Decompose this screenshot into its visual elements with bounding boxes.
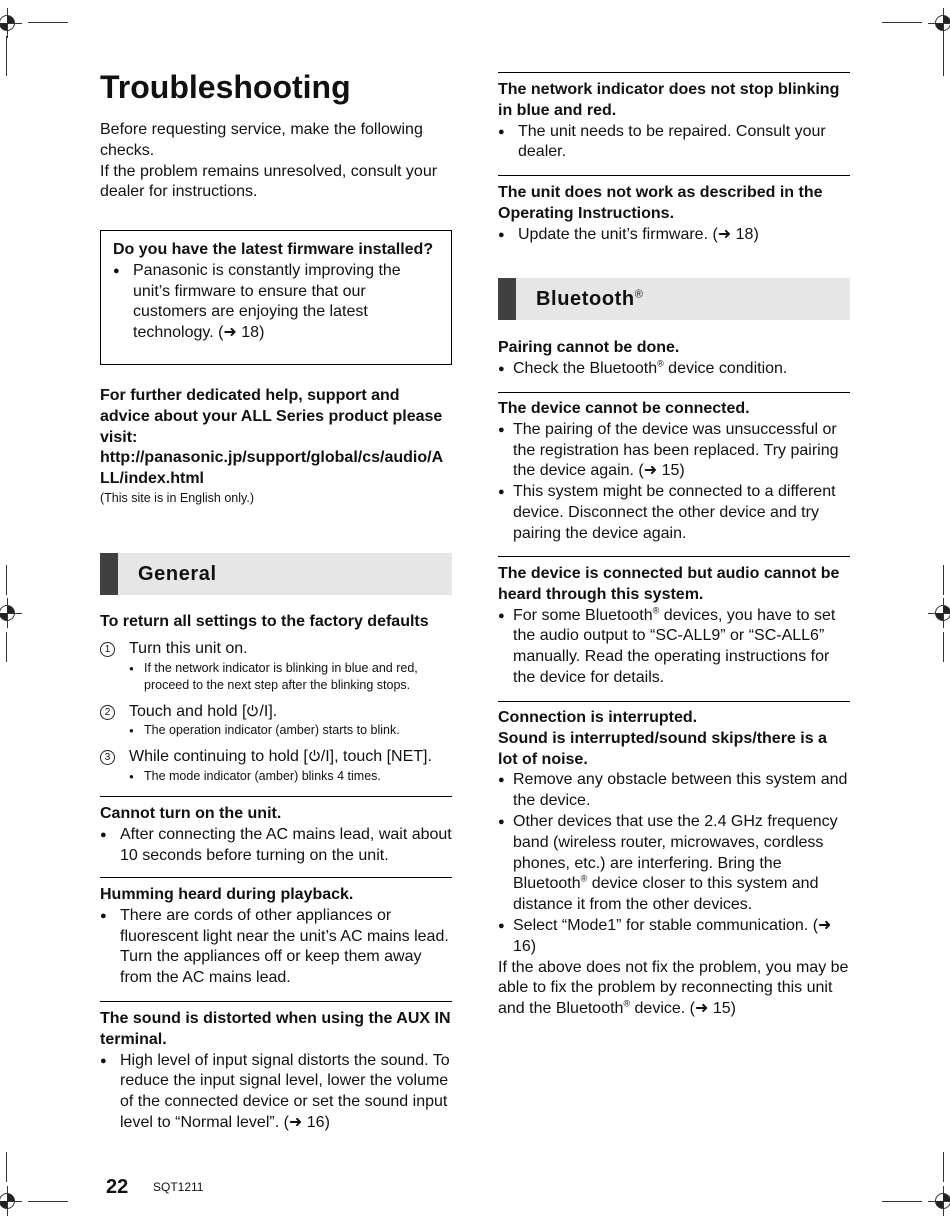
issue-bullet: ● For some Bluetooth® devices, you have to set the audio output to “SC-ALL9” or “SC-ALL6” manually. Read the operating instructions for the device for details. (498, 606, 850, 689)
issue-aux-distortion (100, 1009, 452, 1134)
section-header-bar (100, 553, 118, 595)
support-info (100, 386, 452, 507)
issue-heading: Connection is interrupted. (498, 709, 698, 726)
crop-line (6, 1152, 7, 1182)
registration-mark-top-right (928, 8, 950, 38)
registration-mark-mid-right (928, 598, 950, 628)
step-number: 1 (100, 642, 115, 657)
intro-line-1: Before requesting service, make the following checks. (100, 121, 423, 159)
power-icon (246, 704, 259, 717)
issue-heading: The sound is distorted when using the AUX IN terminal. (100, 1010, 451, 1048)
step-text: Touch and hold [ /I]. (129, 702, 278, 720)
issue-bullet: ● The unit needs to be repaired. Consult your dealer. (498, 122, 850, 164)
divider (498, 175, 850, 176)
issue-bullet: ● Remove any obstacle between this system and the device. (498, 770, 850, 812)
firmware-notice-box (100, 230, 452, 365)
issue-cannot-turn-on (100, 804, 452, 866)
issue-bullet: ● The pairing of the device was unsuccessful or the registration has been replaced. Try pairing the device again. (➜ 15) (498, 420, 850, 482)
divider (100, 1001, 452, 1002)
registration-mark-top-left (0, 8, 22, 38)
factory-reset-heading: To return all settings to the factory defaults (100, 613, 429, 630)
document-code: SQT1211 (153, 1180, 204, 1194)
issue-bullet: ● After connecting the AC mains lead, wait about 10 seconds before turning on the unit. (100, 825, 452, 867)
registration-mark-mid-left (0, 598, 22, 628)
factory-reset-section (100, 612, 452, 785)
step-number: 2 (100, 705, 115, 720)
divider (498, 556, 850, 557)
issue-heading: The device is connected but audio cannot be heard through this system. (498, 565, 840, 603)
intro-line-2: If the problem remains unresolved, consult your dealer for instructions. (100, 162, 438, 201)
step-1 (100, 639, 452, 695)
step-number: 3 (100, 750, 115, 765)
section-header-general (100, 553, 452, 595)
page-title: Troubleshooting (100, 69, 351, 105)
issue-no-audio (498, 564, 850, 689)
section-header-bar (498, 278, 516, 320)
crop-line (943, 565, 944, 595)
page-number: 22 (106, 1176, 129, 1198)
divider (498, 701, 850, 702)
registration-mark-bottom-right (928, 1186, 950, 1216)
issue-heading: Cannot turn on the unit. (100, 805, 282, 822)
issue-heading: The unit does not work as described in the Operating Instructions. (498, 184, 823, 222)
divider (100, 796, 452, 797)
issue-bullet: ● Check the Bluetooth® device condition. (498, 359, 850, 380)
crop-line (6, 632, 7, 662)
intro (100, 120, 452, 203)
divider (100, 877, 452, 878)
crop-line (882, 22, 922, 23)
power-icon (308, 749, 321, 762)
issue-heading: Pairing cannot be done. (498, 339, 680, 356)
crop-line (28, 22, 68, 23)
firmware-notice-heading: Do you have the latest firmware installed? (113, 241, 434, 258)
issue-bullet: ● Other devices that use the 2.4 GHz frequency band (wireless router, microwaves, cordless phones, etc.) are interfering. Bring the Bluetooth® device closer to this system and distance it from the other devices. (498, 812, 850, 916)
step-note: ● The mode indicator (amber) blinks 4 times. (129, 768, 452, 786)
support-url[interactable]: http://panasonic.jp/support/global/cs/audio/ALL/index.html (100, 449, 444, 488)
crop-line (28, 1201, 68, 1202)
step-text: Turn this unit on. (129, 639, 248, 657)
crop-line (943, 632, 944, 662)
issue-bullet: ● Update the unit’s firmware. (➜ 18) (498, 225, 850, 246)
section-title-bluetooth: Bluetooth® (536, 288, 644, 310)
step-3 (100, 747, 452, 785)
issue-heading: Humming heard during playback. (100, 886, 354, 903)
step-note: ● The operation indicator (amber) starts to blink. (129, 722, 452, 740)
firmware-notice-bullet: ● Panasonic is constantly improving the unit’s firmware to ensure that our customers are enjoying the latest technology. (➜ 18) (113, 261, 439, 344)
issue-pairing (498, 338, 850, 380)
divider (498, 72, 850, 73)
crop-line (882, 1201, 922, 1202)
step-text: While continuing to hold [ /I], touch [NET]. (129, 747, 432, 765)
issue-footer-text: If the above does not fix the problem, you may be able to fix the problem by reconnecting this unit and the Bluetooth® device. (➜ 15) (498, 958, 849, 1018)
issue-heading: Sound is interrupted/sound skips/there is a lot of noise. (498, 729, 827, 768)
issue-bullet: ● There are cords of other appliances or fluorescent light near the unit’s AC mains lead. Turn the appliances off or keep them away from the AC mains lead. (100, 906, 452, 989)
issue-bullet: ● High level of input signal distorts the sound. To reduce the input signal level, lower the volume of the connected device or set the sound input level to “Normal level”. (➜ 16) (100, 1051, 452, 1134)
registration-mark-bottom-left (0, 1186, 22, 1216)
step-note: ● If the network indicator is blinking in blue and red, proceed to the next step after the blinking stops. (129, 660, 452, 695)
crop-line (943, 36, 944, 76)
crop-line (6, 36, 7, 76)
issue-humming (100, 885, 452, 989)
issue-bullet: ● Select “Mode1” for stable communication. (➜ 16) (498, 916, 850, 958)
divider (498, 392, 850, 393)
crop-line (6, 565, 7, 595)
support-note: (This site is in English only.) (100, 490, 254, 505)
issue-network-indicator (498, 80, 850, 163)
issue-cannot-connect (498, 399, 850, 545)
issue-heading: The network indicator does not stop blinking in blue and red. (498, 81, 840, 119)
issue-heading: The device cannot be connected. (498, 400, 750, 417)
support-text: For further dedicated help, support and advice about your ALL Series product please visit: (100, 387, 443, 446)
crop-line (943, 1152, 944, 1182)
section-title-general: General (138, 563, 217, 585)
issue-not-as-described (498, 183, 850, 245)
step-2 (100, 702, 452, 740)
issue-interrupted (498, 708, 850, 1020)
issue-bullet: ● This system might be connected to a different device. Disconnect the other device and try pairing the device again. (498, 482, 850, 544)
section-header-bluetooth (498, 278, 850, 320)
